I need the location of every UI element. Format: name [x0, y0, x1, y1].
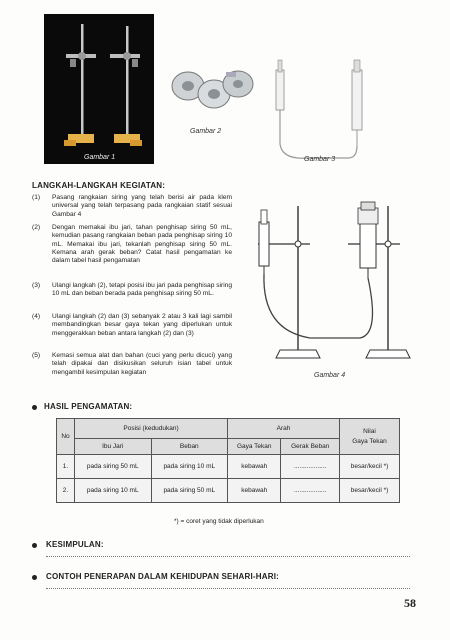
cell-ibu-jari: pada siring 50 mL	[75, 455, 152, 479]
step-3	[32, 282, 232, 299]
figure-3-syringes	[268, 56, 386, 166]
figure-1-label: Gambar 1	[84, 154, 116, 161]
sub-beban-header: Beban	[151, 439, 228, 455]
sub-gerak-beban-header: Gerak Beban	[281, 439, 340, 455]
bullet-icon	[32, 405, 37, 410]
col-arah-header: Arah	[228, 419, 340, 439]
step-text: Ulangi langkah (2) dan (3) sebanyak 2 atau 3 kali lagi sambil membandingkan besar gaya tekan yang diperlukan untuk menggerakkan beban antara langkah (2) dan (3)	[52, 313, 232, 337]
step-text: Pasang rangkaian siring yang telah berisi air pada klem universal yang telah terpasang pada rangkaian statif sesuai Gambar 4	[52, 194, 232, 218]
step-number: (5)	[32, 352, 41, 359]
cell-no: 2.	[57, 479, 75, 503]
step-4	[32, 313, 232, 338]
cell-ibu-jari: pada siring 10 mL	[75, 479, 152, 503]
table-row	[57, 455, 400, 479]
step-2	[32, 224, 232, 265]
figure-2-label: Gambar 2	[190, 128, 222, 135]
bullet-icon	[32, 575, 37, 580]
nilai-sub-label: Gaya Tekan	[352, 438, 387, 445]
col-posisi-header: Posisi (kedudukan)	[75, 419, 228, 439]
step-text: Kemasi semua alat dan bahan (cuci yang perlu dicuci) yang telah dipakai dan disikusikan seluruh isian tabel untuk mengambil kesimpulan kegiatan	[52, 352, 232, 376]
figure-1-photo	[44, 14, 154, 164]
step-text: Dengan memakai ibu jari, tahan penghisap siring 50 mL, kemudian pasang rangkaian beban pada penghisap siring 10 mL. Memakai ibu jari, tekanlah penghisap siring 50 mL. Kemana arah gerak beban? Catat hasil pengamatan ke dalam tabel hasil pengamatan	[52, 224, 232, 265]
step-text: Ulangi langkah (2), tetapi posisi ibu jari pada penghisap siring 10 mL dan beban berada pada penghisap siring 50 mL.	[52, 282, 232, 298]
step-5	[32, 352, 232, 377]
cell-gerak-beban: ..................	[281, 455, 340, 479]
step-1	[32, 194, 232, 219]
sub-gaya-tekan-header: Gaya Tekan	[228, 439, 281, 455]
step-number: (2)	[32, 224, 41, 231]
cell-nilai: besar/kecil *)	[340, 455, 400, 479]
cell-beban: pada siring 10 mL	[151, 455, 228, 479]
observation-table	[56, 418, 400, 503]
cell-beban: pada siring 50 mL	[151, 479, 228, 503]
table-row	[57, 479, 400, 503]
col-no-header: No	[57, 419, 75, 455]
stand-clamp-illustration	[44, 14, 154, 164]
step-number: (3)	[32, 282, 41, 289]
cell-no: 1.	[57, 455, 75, 479]
application-title: CONTOH PENERAPAN DALAM KEHIDUPAN SEHARI-HARI:	[46, 572, 280, 581]
table-footnote: *) = coret yang tidak diperlukan	[174, 518, 264, 525]
results-title: HASIL PENGAMATAN:	[44, 402, 133, 411]
bullet-icon	[32, 543, 37, 548]
step-number: (4)	[32, 313, 41, 320]
step-number: (1)	[32, 194, 41, 201]
figure-3-label: Gambar 3	[304, 156, 336, 163]
col-nilai-header	[340, 419, 400, 455]
cell-gerak-beban: ..................	[281, 479, 340, 503]
apparatus-drawing	[240, 200, 420, 380]
figure-4-label: Gambar 4	[314, 372, 346, 379]
page-number: 58	[404, 596, 416, 610]
figure-4-apparatus	[240, 200, 420, 380]
syringe-icon	[268, 56, 386, 166]
conclusion-answer-line[interactable]	[46, 556, 410, 557]
cell-gaya-tekan: kebawah	[228, 479, 281, 503]
figure-2-pulleys	[166, 64, 256, 116]
conclusion-title: KESIMPULAN:	[46, 540, 104, 549]
nilai-label: Nilai	[363, 428, 376, 435]
sub-ibu-jari-header: Ibu Jari	[75, 439, 152, 455]
pulley-icon	[166, 64, 256, 116]
application-answer-line[interactable]	[46, 588, 410, 589]
steps-title: LANGKAH-LANGKAH KEGIATAN:	[32, 181, 166, 190]
cell-nilai: besar/kecil *)	[340, 479, 400, 503]
cell-gaya-tekan: kebawah	[228, 455, 281, 479]
